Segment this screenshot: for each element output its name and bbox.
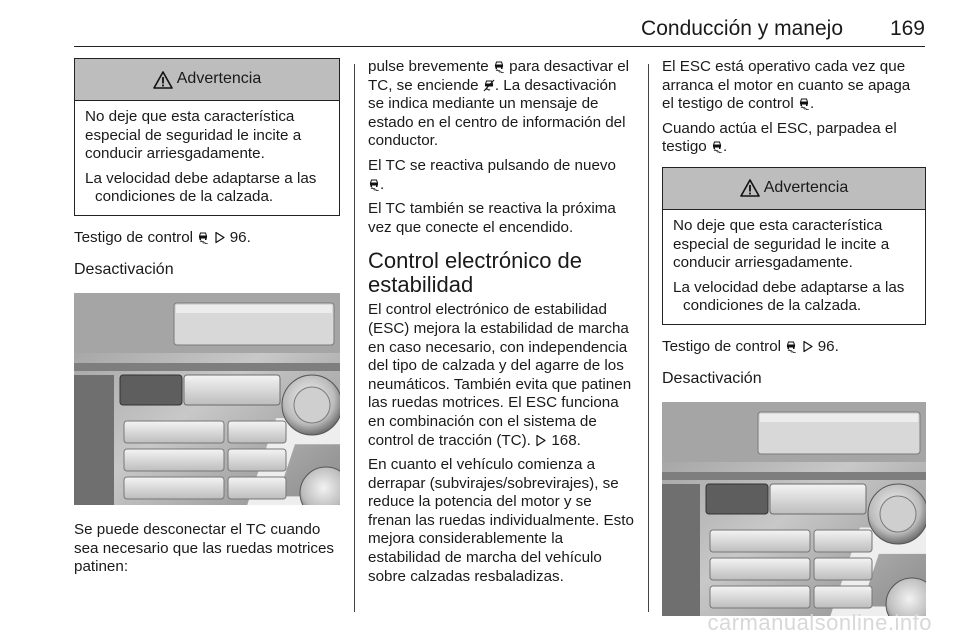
arrow-right-icon <box>802 340 814 353</box>
warning-box <box>74 58 340 216</box>
warning-triangle-icon <box>740 179 760 197</box>
page-number: 169 <box>889 17 925 40</box>
paragraph: Se puede desconectar el TC cuando sea necesario que las ruedas motrices patinen: <box>74 521 335 576</box>
warning-body <box>663 210 925 324</box>
button-panel-photo <box>662 402 926 616</box>
paragraph: En cuanto el vehículo comienza a derrapar (subvirajes/sobrevirajes), se reduce la potencia del motor y se frenan las ruedas individualmente. Esto mejora considerablemente la estabilidad de marcha del vehículo sobre calzadas resbaladizas. <box>368 456 634 585</box>
arrow-right-icon <box>535 434 547 447</box>
button-panel-photo <box>74 293 340 505</box>
skidding-car-icon <box>798 97 810 110</box>
arrow-right-icon <box>214 231 226 244</box>
warning-triangle-icon <box>153 71 173 89</box>
warning-box <box>662 167 926 325</box>
column-divider <box>354 64 355 612</box>
paragraph: El TC se reactiva pulsando de nuevo . <box>368 156 616 193</box>
warning-text: La velocidad debe adaptarse a las condiciones de la calzada. <box>673 278 905 315</box>
skidding-car-icon <box>785 340 797 353</box>
section-subheading: Desactivación <box>662 369 762 387</box>
warning-header <box>663 168 925 210</box>
indicator-reference: Testigo de control 96. <box>662 337 839 355</box>
column-divider <box>648 64 649 612</box>
skidding-car-icon <box>493 60 505 73</box>
column-1 <box>74 58 340 583</box>
warning-text: La velocidad debe adaptarse a las condiciones de la calzada. <box>85 169 317 206</box>
column-3 <box>662 58 926 616</box>
skidding-car-icon <box>368 178 380 191</box>
indicator-reference: Testigo de control 96. <box>74 228 251 246</box>
section-heading: Control electrónico de estabilidad <box>368 248 583 298</box>
paragraph: El control electrónico de estabilidad (ESC) mejora la estabilidad de marcha en caso necesario, con independencia del tipo de calzada y del agarre de los neumáticos. También evita que patinen las ruedas motrices. El ESC funciona en combinación con el sistema de control de tracción (TC). 168. <box>368 301 632 449</box>
warning-body <box>75 101 339 215</box>
section-subheading: Desactivación <box>74 260 174 278</box>
paragraph: Cuando actúa el ESC, parpadea el testigo . <box>662 119 897 156</box>
skidding-car-icon <box>197 231 209 244</box>
skidding-car-icon <box>711 140 723 153</box>
watermark: carmanualsonline.info <box>707 610 932 635</box>
warning-text: No deje que esta característica especial de seguridad le incite a conducir arriesgadamente. <box>85 108 302 163</box>
warning-title: Advertencia <box>763 179 849 197</box>
warning-title: Advertencia <box>176 70 262 88</box>
page-header <box>74 0 925 47</box>
warning-text: No deje que esta característica especial de seguridad le incite a conducir arriesgadamente. <box>673 216 890 272</box>
column-2 <box>368 58 634 592</box>
paragraph: pulse brevemente para desactivar el TC, se enciende . La desactivación se indica mediante un mensaje de estado en el centro de información del conductor. <box>368 58 630 150</box>
warning-header <box>75 59 339 101</box>
skidding-car-off-icon <box>483 79 495 92</box>
chapter-title: Conducción y manejo <box>641 17 843 40</box>
paragraph: El TC también se reactiva la próxima vez que conecte el encendido. <box>368 200 616 236</box>
paragraph: El ESC está operativo cada vez que arranca el motor en cuanto se apaga el testigo de control . <box>662 58 911 113</box>
